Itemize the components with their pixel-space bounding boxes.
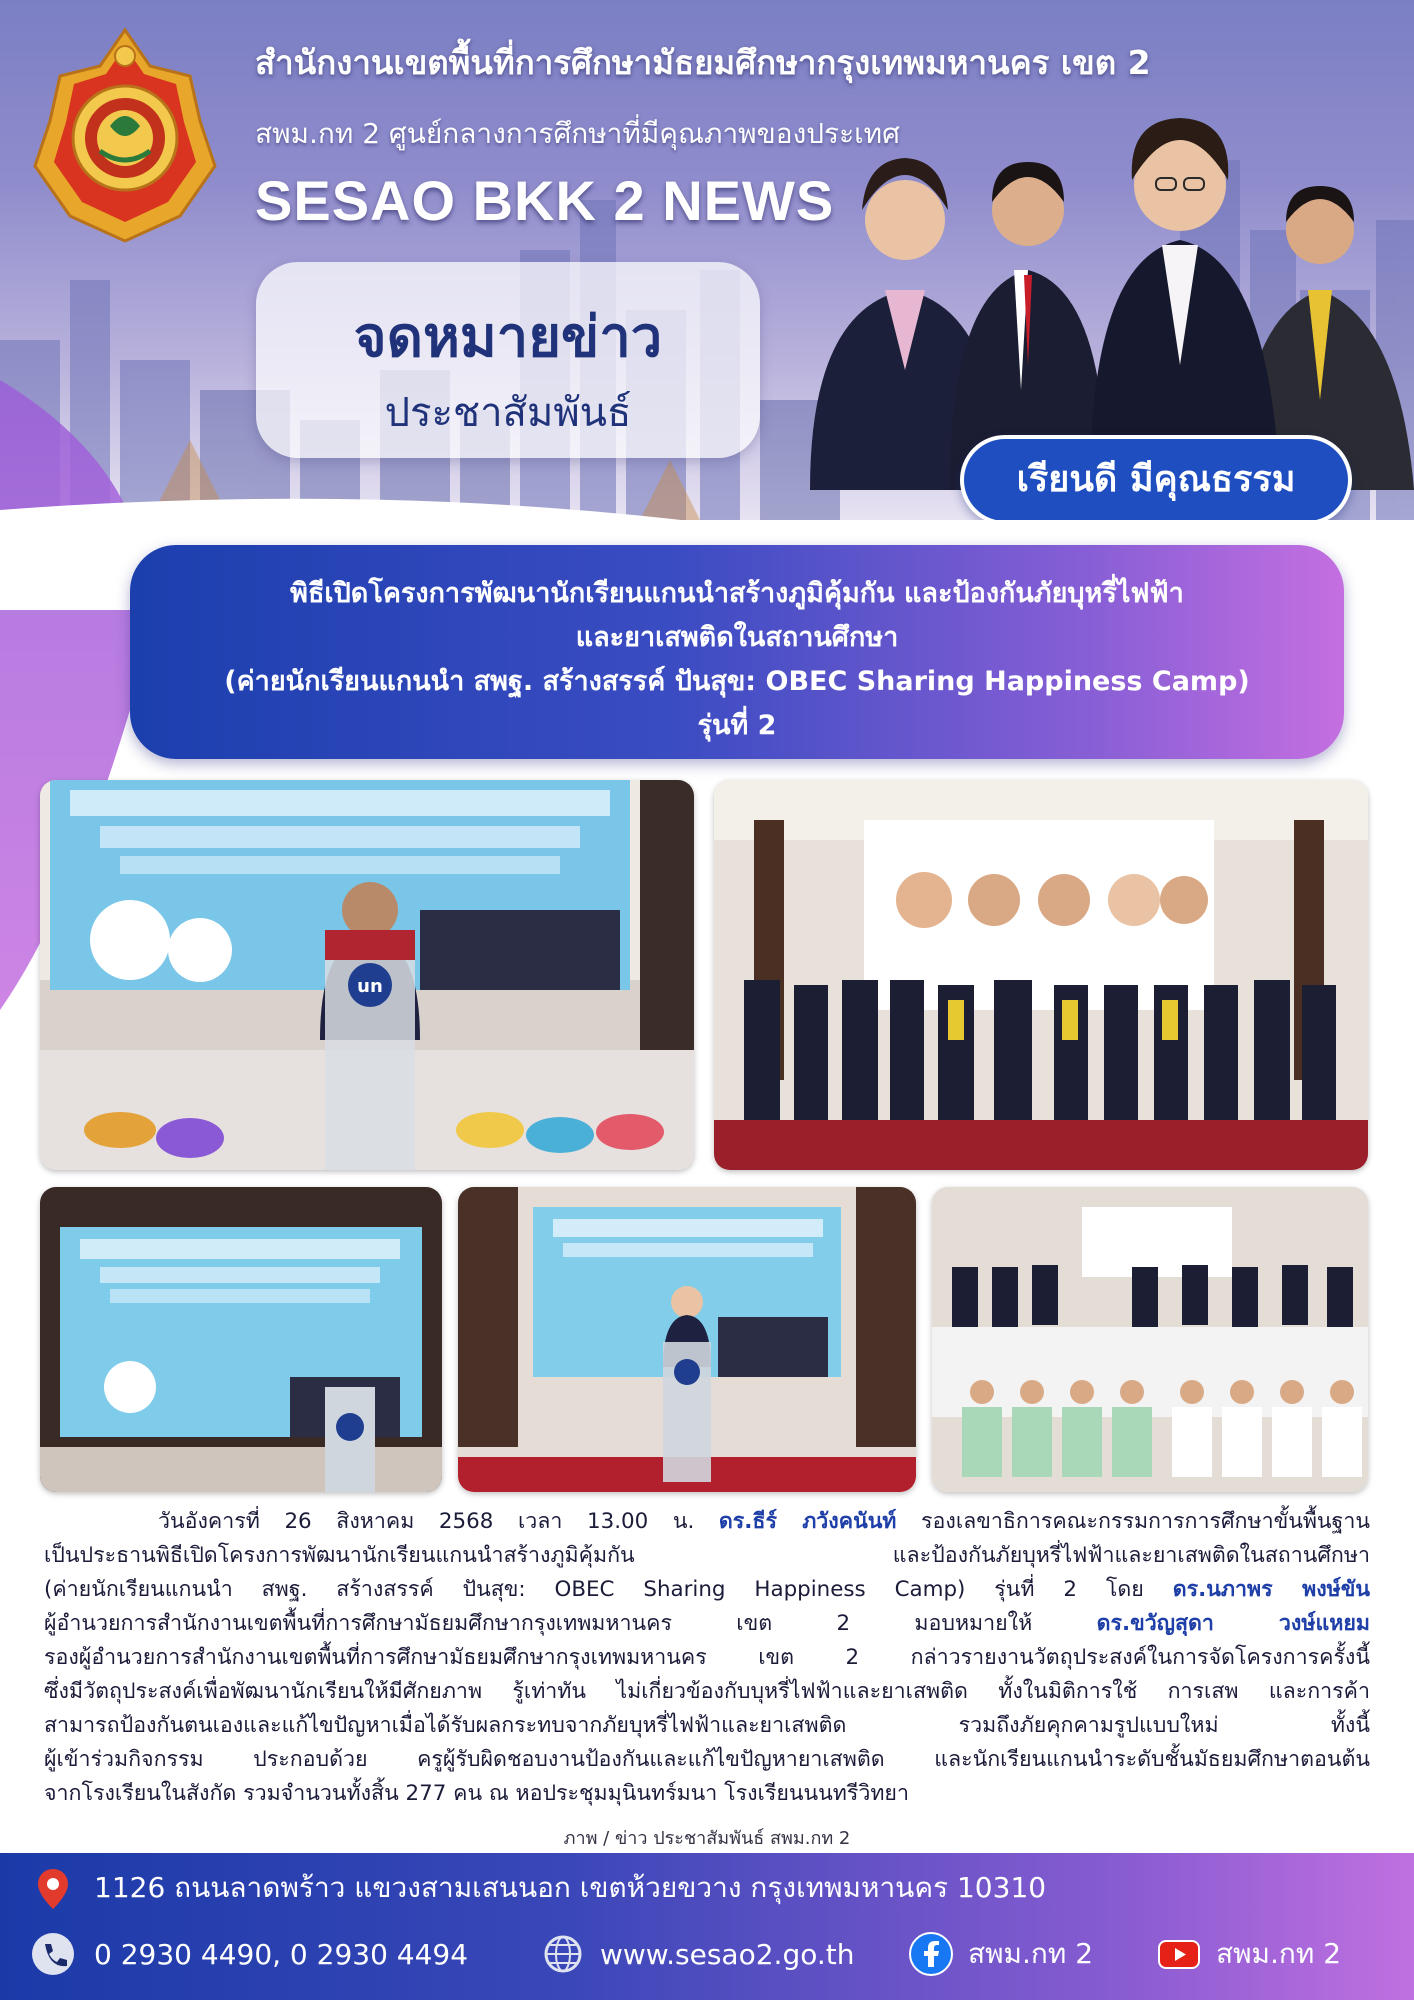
footer-phone: 0 2930 4490, 0 2930 4494: [94, 1937, 469, 1971]
event-title-line-3: (ค่ายนักเรียนแกนนำ สพฐ. สร้างสรรค์ ปันสุข: OBEC Sharing Happiness Camp): [224, 666, 1250, 697]
podium-badge-text: un: [357, 976, 383, 997]
event-photo-woman-podium: [458, 1187, 916, 1492]
body-line-5: รองผู้อำนวยการสำนักงานเขตพื้นที่การศึกษามัธยมศึกษากรุงเทพมหานคร เขต 2 กล่าวรายงานวัตถุประสงค์ในการจัดโครงการครั้งนี้: [44, 1645, 1370, 1670]
office-seal-logo: [30, 26, 220, 246]
event-photo-students-group: [932, 1187, 1368, 1492]
event-title-banner: [130, 545, 1344, 759]
photo-news-credit: ภาพ / ข่าว ประชาสัมพันธ์ สพม.กท 2: [563, 1828, 851, 1849]
facebook-icon: [908, 1931, 954, 1977]
body-line-8: ผู้เข้าร่วมกิจกรรม ประกอบด้วย ครูผู้รับผิดชอบงานป้องกันและแก้ไขปัญหายาเสพติด และนักเรียนแกนนำระดับชั้นมัธยมศึกษาตอนต้น: [44, 1747, 1370, 1772]
director-name: ดร.นภาพร พงษ์ขัน: [1172, 1577, 1371, 1602]
footer-website-row[interactable]: [540, 1931, 854, 1977]
footer-youtube-link[interactable]: สพม.กท 2: [1216, 1937, 1342, 1970]
globe-icon: [540, 1931, 586, 1977]
footer-address-row: [30, 1865, 1046, 1911]
event-photo-stage-group: [714, 780, 1368, 1170]
executives-group-photo: [800, 110, 1414, 490]
body-line-2: เป็นประธานพิธีเปิดโครงการพัฒนานักเรียนแกนนำสร้างภูมิคุ้มกัน และป้องกันภัยบุหรี่ไฟฟ้าและยาเสพติดในสถานศึกษา: [44, 1543, 1370, 1568]
phone-icon: [30, 1931, 76, 1977]
footer-website-link[interactable]: www.sesao2.go.th: [600, 1937, 855, 1971]
footer-facebook-row[interactable]: [908, 1931, 1093, 1977]
body-line-3: (ค่ายนักเรียนแกนนำ สพฐ. สร้างสรรค์ ปันสุข: OBEC Sharing Happiness Camp) รุ่นที่ 2 โดย ดร.นภาพร พงษ์ขัน: [44, 1577, 1371, 1602]
event-title-line-2: และยาเสพติดในสถานศึกษา: [575, 622, 899, 653]
chair-person-name: ดร.ธีร์ ภวังคนันท์: [718, 1509, 897, 1534]
event-title-line-1: พิธีเปิดโครงการพัฒนานักเรียนแกนนำสร้างภูมิคุ้มกัน และป้องกันภัยบุหรี่ไฟฟ้า: [290, 578, 1184, 609]
event-photo-speaker-podium: [40, 780, 694, 1170]
body-line-9: จากโรงเรียนในสังกัด รวมจำนวนทั้งสิ้น 277 คน ณ หอประชุมมุนินทร์มนา โรงเรียนนนทรีวิทยา: [44, 1781, 909, 1806]
footer-youtube-row[interactable]: [1156, 1931, 1341, 1977]
news-body: [44, 1505, 1370, 1811]
footer-phone-row: [30, 1931, 468, 1977]
body-line-7: สามารถป้องกันตนเองและแก้ไขปัญหาเมื่อได้รับผลกระทบจากภัยบุหรี่ไฟฟ้าและยาเสพติด รวมถึงภัยคุกคามรูปแบบใหม่ ทั้งนี้: [44, 1713, 1370, 1738]
newsletter-name: SESAO BKK 2 NEWS: [255, 169, 835, 232]
body-line-6: ซึ่งมีวัตถุประสงค์เพื่อพัฒนานักเรียนให้มีศักยภาพ รู้เท่าทัน ไม่เกี่ยวข้องกับบุหรี่ไฟฟ้าและยาเสพติด ทั้งในมิติการใช้ การเสพ และการค้า: [44, 1679, 1370, 1704]
organization-name: สำนักงานเขตพื้นที่การศึกษามัธยมศึกษากรุงเทพมหานคร เขต 2: [255, 43, 1151, 82]
motto-badge: เรียนดี มีคุณธรรม: [960, 435, 1352, 520]
location-pin-icon: [30, 1865, 76, 1911]
bulletin-subtitle: ประชาสัมพันธ์: [384, 390, 632, 436]
bulletin-title: จดหมายข่าว: [353, 305, 663, 370]
footer-contact-bar: [0, 1853, 1414, 2000]
organization-tagline: สพม.กท 2 ศูนย์กลางการศึกษาที่มีคุณภาพของประเทศ: [255, 117, 900, 150]
event-photo-screen-podium: [40, 1187, 442, 1492]
body-line-1: วันอังคารที่ 26 สิงหาคม 2568 เวลา 13.00 น. ดร.ธีร์ ภวังคนันท์ รองเลขาธิการคณะกรรมการการศึกษาขั้นพื้นฐาน: [158, 1509, 1370, 1534]
body-line-4: ผู้อำนวยการสำนักงานเขตพื้นที่การศึกษามัธยมศึกษากรุงเทพมหานคร เขต 2 มอบหมายให้ ดร.ขวัญสุดา วงษ์แหยม: [44, 1611, 1370, 1636]
footer-address: 1126 ถนนลาดพร้าว แขวงสามเสนนอก เขตห้วยขวาง กรุงเทพมหานคร 10310: [94, 1871, 1047, 1904]
footer-facebook-link[interactable]: สพม.กท 2: [968, 1937, 1094, 1970]
bulletin-label-box: [256, 262, 760, 458]
youtube-icon: [1156, 1931, 1202, 1977]
deputy-director-name: ดร.ขวัญสุดา วงษ์แหยม: [1096, 1611, 1370, 1636]
event-title-line-4: รุ่นที่ 2: [697, 710, 777, 741]
